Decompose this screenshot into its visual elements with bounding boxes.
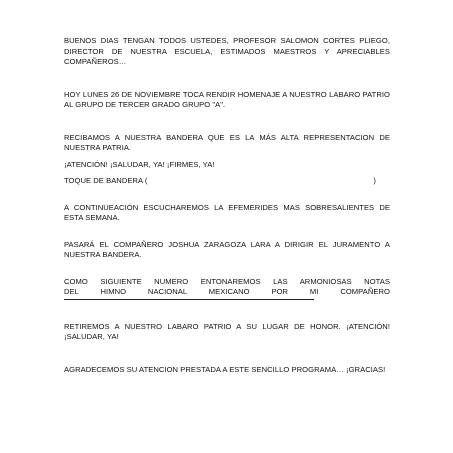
document-body [64,36,390,375]
flag-call-close-paren: ) [373,176,376,185]
anthem-line-1: COMO SIGUIENTE NUMERO ENTONAREMOS LAS ARMONIOSAS NOTAS [64,276,390,286]
closing-paragraph: AGRADECEMOS SU ATENCION PRESTADA A ESTE SENCILLO PROGRAMA… ¡GRACIAS! [64,364,386,374]
flag-call-label: TOQUE DE BANDERA ( [64,176,148,185]
anthem-paragraph [64,277,390,300]
attention-command: ¡ATENCIÓN! ¡SALUDAR, YA! ¡FIRMES, YA! [64,159,215,169]
homage-date-paragraph: HOY LUNES 26 DE NOVIEMBRE TOCA RENDIR HOMENAJE A NUESTRO LABARO PATRIO AL GRUPO DE TERCER GRADO GRUPO "A". [64,89,390,109]
flag-call-line [64,176,390,187]
retire-flag-paragraph: RETIREMOS A NUESTRO LABARO PATRIO A SU LUGAR DE HONOR. ¡ATENCIÓN! ¡SALUDAR, YA! [64,321,390,341]
oath-paragraph: PASARÁ EL COMPAÑERO JOSHUA ZARAGOZA LARA A DIRIGIR EL JURAMENTO A NUESTRA BANDERA. [64,239,390,259]
ephemerides-paragraph: A CONTINUEACIÓN ESCUCHAREMOS LA EFEMERIDES MAS SOBRESALIENTES DE ESTA SEMANA. [64,202,390,222]
anthem-line-2: DEL HIMNO NACIONAL MEXICANO POR MI COMPAÑERO [64,287,390,296]
name-blank-line [64,299,314,300]
receive-flag-paragraph: RECIBAMOS A NUESTRA BANDERA QUE ES LA MÁS ALTA REPRESENTACION DE NUESTRA PATRIA. [64,132,390,152]
greeting-paragraph: BUENOS DIAS TENGAN TODOS USTEDES, PROFESOR SALOMON CORTES PLIEGO, DIRECTOR DE NUESTRA ESCUELA, ESTIMADOS MAESTROS Y APRECIABLES COMPAÑEROS… [64,36,390,66]
